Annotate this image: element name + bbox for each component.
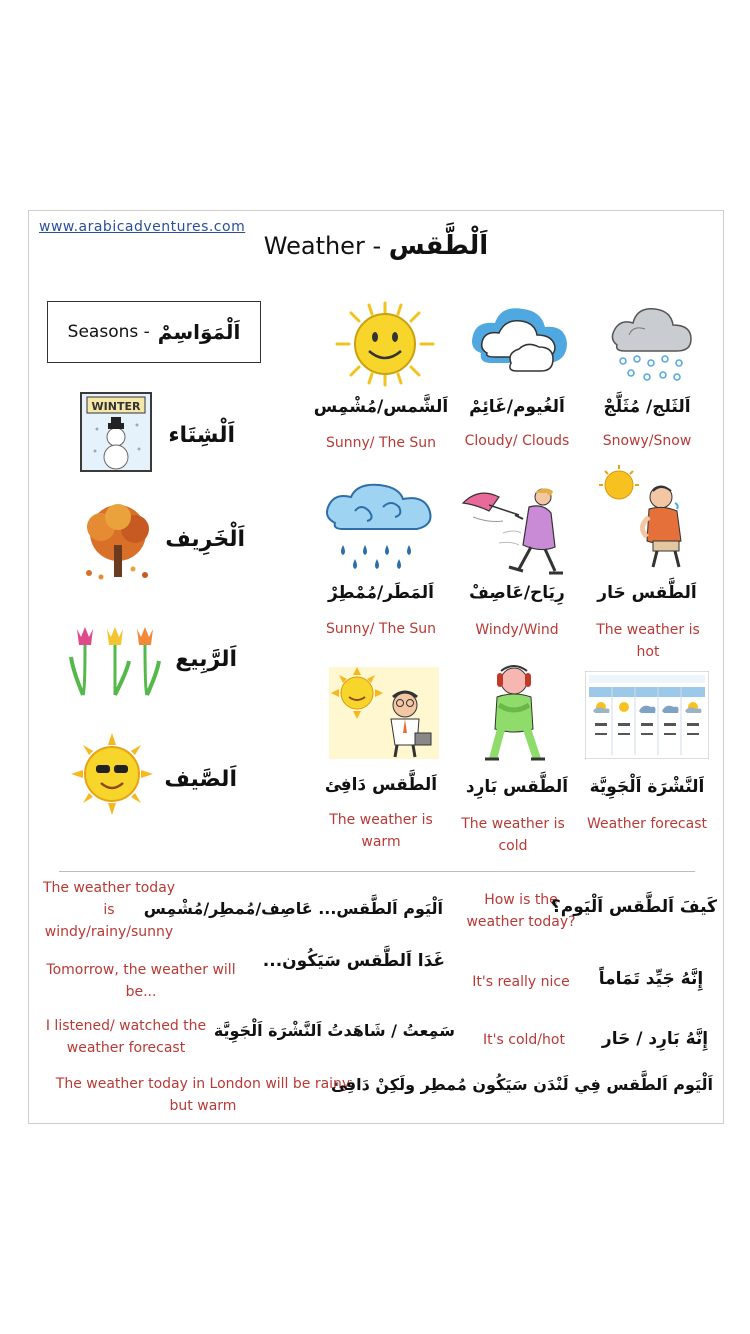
weather-sunny-english: Sunny/ The Sun <box>325 435 437 451</box>
phrase-7-arabic: اَلْيَوم اَلطَّقس فِي لَنْدَن سَيَكُون مُمطِر ولَكِنْ دَافِئ <box>330 1075 713 1094</box>
website-link[interactable]: www.arabicadventures.com <box>39 219 246 235</box>
weather-snowy-english: Snowy/Snow <box>602 433 692 449</box>
winter-snowman-icon <box>77 389 155 475</box>
winter-sign-text: WINTER <box>91 400 141 413</box>
weather-sunny-arabic: اَلشَّمس/مُشْمِس <box>313 397 449 417</box>
season-spring-label: اَلرَّبِيع <box>175 647 237 672</box>
weather-cold-english: The weather is cold <box>461 816 565 854</box>
season-autumn-label: اَلْخَرِيف <box>165 527 245 552</box>
weather-windy-english: Windy/Wind <box>475 622 559 638</box>
weather-cloudy-arabic: اَلغُيوم/غَائِمْ <box>469 397 565 417</box>
title-english: Weather - <box>263 232 382 260</box>
sun-icon <box>331 299 439 389</box>
seasons-label-arabic: اَلْمَوَاسِمْ <box>157 320 241 344</box>
summer-sun-icon <box>71 733 153 815</box>
weather-rainy-english: Sunny/ The Sun <box>325 621 437 637</box>
page-title <box>29 231 723 261</box>
season-winter-label: اَلْشِتَاء <box>168 423 235 448</box>
weather-cloudy-english: Cloudy/ Clouds <box>464 433 570 449</box>
hot-man-icon <box>597 465 697 571</box>
phrase-2-english: How is the weather today? <box>466 892 576 930</box>
phrase-1-english: The weather today is windy/rainy/sunny <box>42 880 176 940</box>
phrase-2-arabic: كَيفَ اَلطَّقس اَلْيَوم؟ <box>550 897 717 917</box>
section-divider <box>59 871 695 872</box>
rain-cloud-icon <box>321 483 439 571</box>
autumn-tree-icon <box>77 503 159 583</box>
cloud-icon <box>467 301 571 381</box>
season-summer-label: اَلصَّيف <box>164 767 237 792</box>
seasons-heading-box <box>47 301 261 363</box>
phrase-5-english: I listened/ watched the weather forecast <box>45 1018 207 1056</box>
weather-forecast-arabic: اَلنَّشْرَة اَلْجَوِيَّة <box>589 777 705 797</box>
weather-rainy-arabic: اَلمَطَر/مُمْطِرْ <box>327 583 434 603</box>
snow-cloud-icon <box>607 299 697 385</box>
weather-warm-arabic: اَلطَّقس دَافِئ <box>324 775 438 795</box>
weather-windy-arabic: رِيَاح/عَاصِفْ <box>469 583 565 603</box>
weather-cold-arabic: اَلطَّقس بَارِد <box>465 777 569 797</box>
phrase-3-english: Tomorrow, the weather will be... <box>46 962 236 1000</box>
seasons-label-english: Seasons - <box>67 322 150 342</box>
phrase-7-english: The weather today in London will be rainy but warm <box>55 1076 351 1114</box>
title-arabic: اَلْطَّقس <box>388 231 489 261</box>
weather-hot-english: The weather is hot <box>596 622 700 660</box>
forecast-chart-icon <box>585 671 709 759</box>
phrase-3-arabic: غَدَا اَلطَّقس سَيَكُون... <box>262 951 445 971</box>
weather-warm-english: The weather is warm <box>329 812 433 850</box>
phrase-6-arabic: إِنَّهُ بَارِد / حَار <box>601 1029 709 1049</box>
weather-hot-arabic: اَلطَّقس حَار <box>597 583 697 603</box>
worksheet <box>28 210 724 1124</box>
warm-sun-man-icon <box>329 667 439 759</box>
wind-umbrella-icon <box>459 483 567 577</box>
weather-forecast-english: Weather forecast <box>586 816 707 832</box>
phrase-1-arabic: اَلْيَوم اَلطَّقس... عَاصِف/مُمطِر/مُشْمِس <box>143 899 443 918</box>
phrase-4-english: It's really nice <box>472 974 570 990</box>
phrase-4-arabic: إِنَّهُ جَيِّد تَمَاماً <box>598 969 704 989</box>
phrase-5-arabic: سَمِعتُ / شَاهَدتُ اَلنَّشْرَة اَلْجَوِيَّة <box>213 1021 455 1040</box>
phrase-6-english: It's cold/hot <box>483 1032 565 1048</box>
cold-man-icon <box>479 663 549 763</box>
weather-snowy-arabic: اَلثَلج/ مُثَلَّجْ <box>603 397 691 417</box>
spring-tulips-icon <box>67 621 163 697</box>
